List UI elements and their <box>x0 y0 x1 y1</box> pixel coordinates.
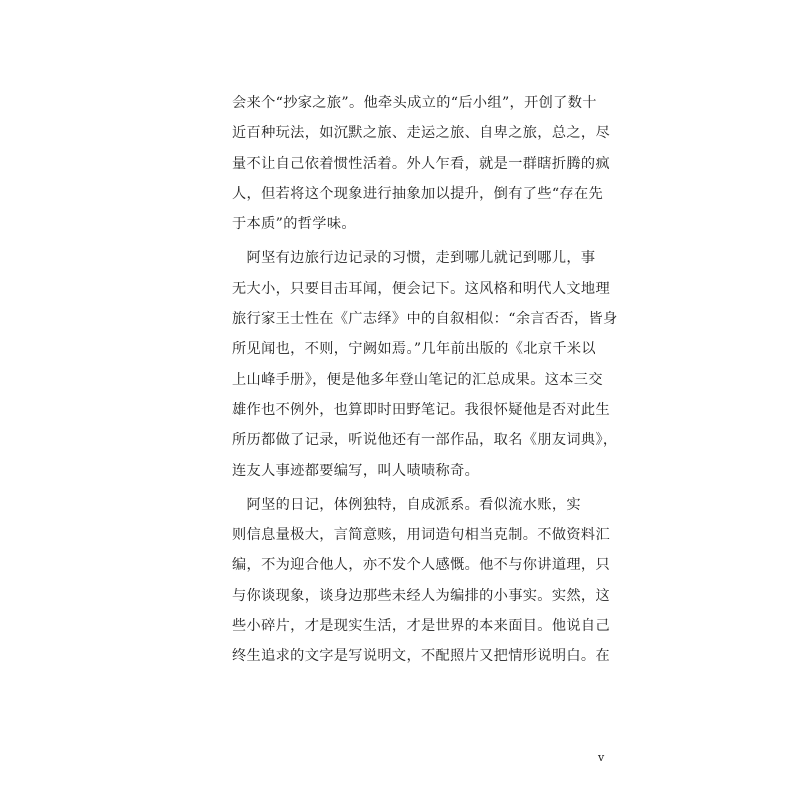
text-line: 所见闻也，不则，宁阙如焉。”几年前出版的《北京千米以 <box>232 341 596 358</box>
text-line: 连友人事迹都要编写，叫人啧啧称奇。 <box>232 462 480 479</box>
text-line: 量不让自己依着惯性活着。外人乍看，就是一群瞎折腾的疯 <box>232 155 610 172</box>
text-line: 则信息量极大，言简意赅，用词造句相当克制。不做资料汇 <box>232 527 610 544</box>
body-text <box>232 88 618 672</box>
text-line: 终生追求的文字是写说明文，不配照片又把情形说明白。在 <box>232 648 610 665</box>
text-line: 阿坚有边旅行边记录的习惯，走到哪儿就记到哪儿，事 <box>232 250 596 267</box>
text-line: 人，但若将这个现象进行抽象加以提升，倒有了些“存在先 <box>232 185 604 202</box>
text-line: 编，不为迎合他人，亦不发个人感慨。他不与你讲道理，只 <box>232 557 610 574</box>
paragraph-1 <box>232 88 612 239</box>
text-line: 近百种玩法，如沉默之旅、走运之旅、自卑之旅，总之，尽 <box>232 125 610 142</box>
text-line: 些小碎片，才是现实生活，才是世界的本来面目。他说自己 <box>232 618 610 635</box>
text-line: 旅行家王士性在《广志绎》中的自叙相似：“余言否否，皆身 <box>232 311 618 328</box>
text-line: 于本质”的哲学味。 <box>232 216 356 233</box>
text-line: 与你谈现象，谈身边那些未经人为编排的小事实。实然，这 <box>232 587 610 604</box>
page-number: v <box>598 751 605 764</box>
text-line: 会来个“抄家之旅”。他牵头成立的“后小组”，开创了数十 <box>232 95 597 111</box>
text-line: 阿坚的日记，体例独特，自成派系。看似流水账，实 <box>232 496 581 513</box>
text-line: 所历都做了记录，听说他还有一部作品，取名《朋友词典》， <box>232 432 618 449</box>
text-line: 无大小，只要目击耳闻，便会记下。这风格和明代人文地理 <box>232 280 610 297</box>
paragraph-2 <box>232 243 618 485</box>
paragraph-3 <box>232 490 612 672</box>
text-line: 上山峰手册》，便是他多年登山笔记的汇总成果。这本三交 <box>232 371 603 388</box>
text-line: 雄作也不例外，也算即时田野笔记。我很怀疑他是否对此生 <box>232 401 610 418</box>
